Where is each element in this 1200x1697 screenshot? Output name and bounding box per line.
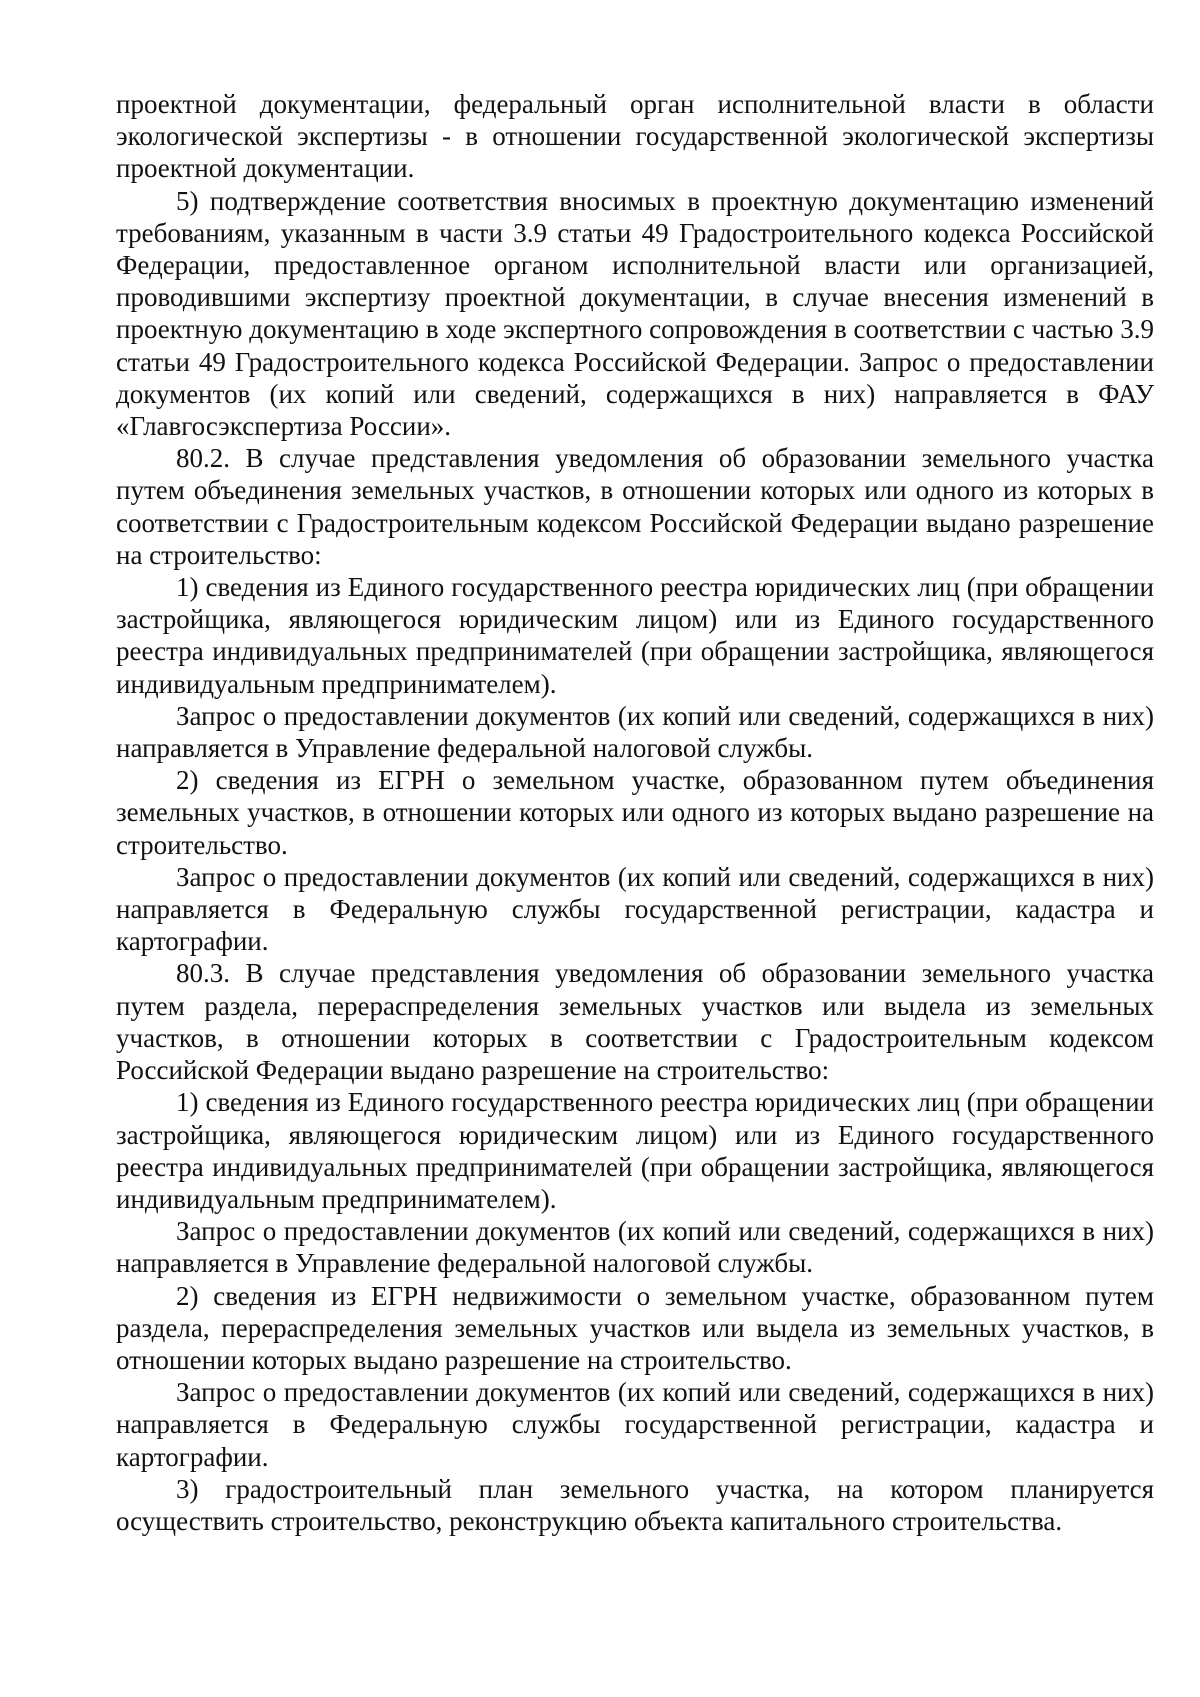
paragraph-80-2-request-2: Запрос о предоставлении документов (их копий или сведений, содержащихся в них) направляется в Федеральную службы государственной регистрации, кадастра и картографии.	[116, 861, 1154, 957]
paragraph-item-5: 5) подтверждение соответствия вносимых в проектную документацию изменений требованиям, указанным в части 3.9 статьи 49 Градостроительного кодекса Российской Федерации, предоставленное органом исполнительной власти или организацией, проводившими экспертизу проектной документации, в случае внесения изменений в проектную документацию в ходе экспертного сопровождения в соответствии с частью 3.9 статьи 49 Градостроительного кодекса Российской Федерации. Запрос о предоставлении документов (их копий или сведений, содержащихся в них) направляется в ФАУ «Главгосэкспертиза России».	[116, 185, 1154, 442]
paragraph-80-2-item-1: 1) сведения из Единого государственного реестра юридических лиц (при обращении застройщика, являющегося юридическим лицом) или из Единого государственного реестра индивидуальных предпринимателей (при обращении застройщика, являющегося индивидуальным предпринимателем).	[116, 572, 1154, 699]
paragraph-80-3-request-2: Запрос о предоставлении документов (их копий или сведений, содержащихся в них) направляется в Федеральную службы государственной регистрации, кадастра и картографии.	[116, 1377, 1154, 1472]
paragraph-continuation: проектной документации, федеральный орган исполнительной власти в области экологической экспертизы - в отношении государственной экологической экспертизы проектной документации.	[116, 89, 1154, 184]
paragraph-80-3-request-1: Запрос о предоставлении документов (их копий или сведений, содержащихся в них) направляется в Управление федеральной налоговой службы.	[116, 1216, 1154, 1279]
paragraph-section-80-2: 80.2. В случае представления уведомления об образовании земельного участка путем объединения земельных участков, в отношении которых или одного из которых в соответствии с Градостроительным кодексом Российской Федерации выдано разрешение на строительство:	[116, 443, 1154, 570]
document-page	[116, 88, 1154, 1537]
paragraph-80-3-item-2: 2) сведения из ЕГРН недвижимости о земельном участке, образованном путем раздела, перераспределения земельных участков или выдела из земельных участков, в отношении которых выдано разрешение на строительство.	[116, 1280, 1154, 1375]
paragraph-80-2-request-1: Запрос о предоставлении документов (их копий или сведений, содержащихся в них) направляется в Управление федеральной налоговой службы.	[116, 700, 1154, 764]
paragraph-80-2-item-2: 2) сведения из ЕГРН о земельном участке, образованном путем объединения земельных участков, в отношении которых или одного из которых выдано разрешение на строительство.	[116, 765, 1154, 860]
paragraph-80-3-item-1: 1) сведения из Единого государственного реестра юридических лиц (при обращении застройщика, являющегося юридическим лицом) или из Единого государственного реестра индивидуальных предпринимателей (при обращении застройщика, являющегося индивидуальным предпринимателем).	[116, 1087, 1154, 1214]
paragraph-80-3-item-3: 3) градостроительный план земельного участка, на котором планируется осуществить строительство, реконструкцию объекта капитального строительства.	[116, 1473, 1154, 1536]
paragraph-section-80-3: 80.3. В случае представления уведомления об образовании земельного участка путем раздела, перераспределения земельных участков или выдела из земельных участков, в отношении которых в соответствии с Градостроительным кодексом Российской Федерации выдано разрешение на строительство:	[116, 958, 1154, 1086]
